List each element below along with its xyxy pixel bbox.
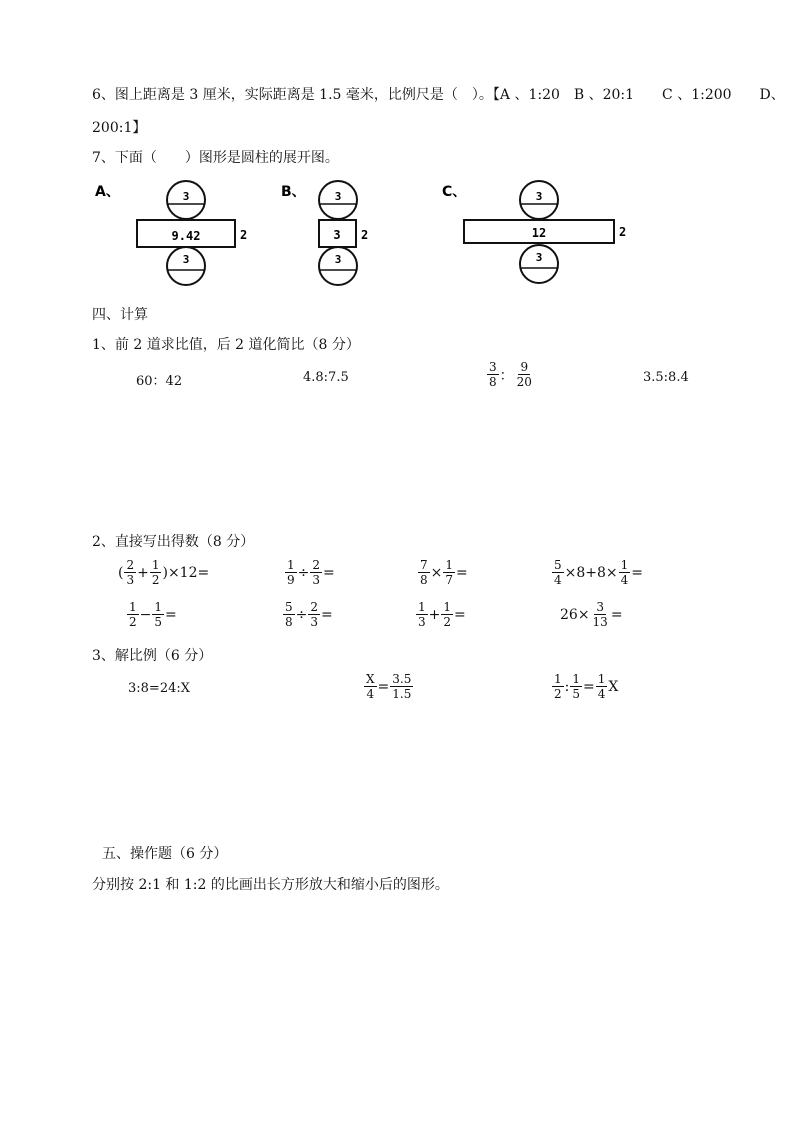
figure-b-rect-value: 3 [333,228,341,242]
section5-text: 分别按 2:1 和 1:2 的比画出长方形放大和缩小后的图形。 [92,877,449,893]
figure-a-bottom-circle: 3 [182,253,190,266]
ratio-b: 4.8:7.5 [303,370,349,385]
ratio-a: 60：42 [136,374,183,389]
figure-b [281,178,381,288]
figure-b-side: 2 [361,228,369,242]
figure-a-label: A、 [95,184,120,200]
calc-2: $\frac{1}{9}$ ÷ $\frac{2}{3}$ = [287,558,335,587]
figure-b-label: B、 [281,184,306,200]
figure-c-bottom-circle: 3 [535,251,543,264]
figure-a-rect-value: 9.42 [171,229,201,243]
calc-3: $\frac{7}{8}$ × $\frac{1}{7}$ = [420,558,468,587]
part1-title: 1、前 2 道求比值，后 2 道化简比（8 分） [92,337,360,353]
figure-b-bottom-circle: 3 [334,253,342,266]
figure-a-top-circle: 3 [182,190,190,203]
figure-a-side: 2 [240,228,248,242]
figure-c-rect-value: 12 [531,226,547,240]
ratio-c: $\frac{3}{8}$ ： $\frac{9}{20}$ [489,360,532,389]
q6-line1: 6、图上距离是 3 厘米，实际距离是 1.5 毫米，比例尺是（ ）。【A 、1:20 B 、20:1 C 、1:200 D、 [92,87,785,103]
q7-text: 7、下面（ ）图形是圆柱的展开图。 [92,150,339,166]
q6-line2: 200:1】 [92,120,147,136]
proportion-c: $\frac{1}{2}$ : $\frac{1}{5}$ = $\frac{1}{4}$ X [554,672,619,701]
calc-7: $\frac{1}{3}$ + $\frac{1}{2}$ = [418,600,466,629]
figure-c-label: C、 [442,184,467,200]
proportion-a: 3:8=24:X [128,681,190,696]
calc-4: $\frac{5}{4}$ ×8+8× $\frac{1}{4}$ = [554,558,644,587]
figure-c [442,178,642,288]
calc-6: $\frac{5}{8}$ ÷ $\frac{2}{3}$ = [285,600,333,629]
calc-8: 26× $\frac{3}{13}$ = [560,600,623,629]
ratio-d: 3.5:8.4 [643,370,689,385]
section5-title: 五、操作题（6 分） [102,846,228,862]
figure-c-side: 2 [619,225,627,239]
figure-b-top-circle: 3 [334,190,342,203]
section4-title: 四、计算 [92,307,148,323]
proportion-b: $\frac{X}{4}$ = $\frac{3.5}{1.5}$ [366,672,412,701]
calc-1: ( $\frac{2}{3}$ + $\frac{1}{2}$ ) ×12= [118,558,210,587]
figure-c-top-circle: 3 [535,190,543,203]
figure-a [95,178,255,288]
part3-title: 3、解比例（6 分） [92,648,213,664]
calc-5: $\frac{1}{2}$ − $\frac{1}{5}$ = [129,600,177,629]
part2-title: 2、直接写出得数（8 分） [92,534,255,550]
